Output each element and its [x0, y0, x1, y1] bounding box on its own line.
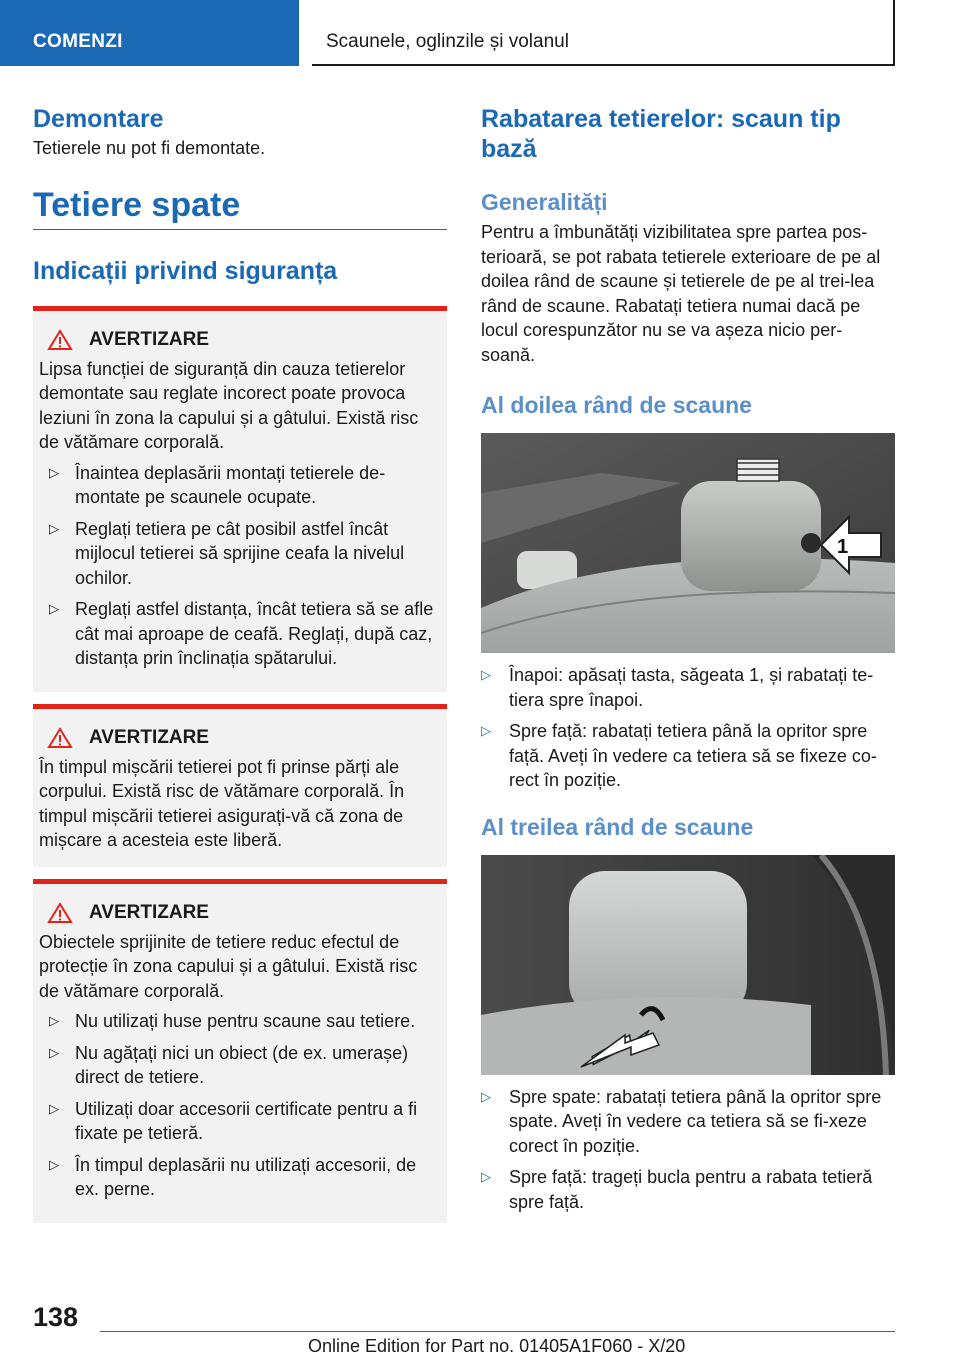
- footer-divider: [100, 1331, 895, 1332]
- triangle-bullet-icon: ▷: [481, 1088, 491, 1104]
- warning-title-2: AVERTIZARE: [39, 727, 435, 749]
- list-item: ▷ Spre spate: rabatați tetiera până la opritor spre spate. Aveți în vedere ca tetiera să se fi-xeze corect în poziție.: [481, 1086, 882, 1156]
- triangle-bullet-icon: ▷: [481, 1169, 491, 1184]
- warning-triangle-icon: [47, 727, 73, 749]
- warning-text-2: În timpul mișcării tetierei pot fi prinse părți ale corpului. Există risc de vătămare corporală. În timpul mișcării tetierei asigurați-vă că zona de mișcare a acesteia este liberă.: [39, 756, 405, 850]
- rear-headrests-heading: Tetiere spate: [33, 185, 241, 224]
- edition-text: Online Edition for Part no. 01405A1F060 - X/20: [308, 1336, 686, 1356]
- list-item: ▷ Utilizați doar accesorii certificate pentru a fi fixate pe tetieră.: [49, 1098, 418, 1143]
- section-tab[interactable]: COMENZI: [0, 0, 299, 66]
- triangle-bullet-icon: ▷: [481, 667, 491, 682]
- general-heading: Generalități: [481, 189, 608, 215]
- chapter-title: Scaunele, oglinzile și volanul: [312, 0, 895, 66]
- warning-list-1: [39, 461, 435, 671]
- warning-triangle-icon: [47, 329, 73, 351]
- triangle-bullet-icon: ▷: [49, 464, 59, 480]
- third-row-heading: Al treilea rând de scaune: [481, 813, 754, 840]
- warning-title-3: AVERTIZARE: [39, 902, 435, 924]
- list-item: ▷ În timpul deplasării nu utilizați accesorii, de ex. perne.: [49, 1154, 417, 1199]
- second-row-heading: Al doilea rând de scaune: [481, 392, 752, 418]
- triangle-bullet-icon: ▷: [49, 1156, 59, 1172]
- right-column: [481, 66, 895, 1221]
- page-header: [0, 0, 960, 66]
- warning-box-2: [33, 704, 447, 867]
- triangle-bullet-icon: ▷: [49, 1013, 59, 1028]
- list-item: ▷ Înaintea deplasării montați tetierele de-montate pe scaunele ocupate.: [49, 462, 386, 507]
- warning-text-3: Obiectele sprijinite de tetiere reduc efectul de protecție în zona capului și a gâtului. Există risc de vătămare corporală.: [39, 931, 418, 1001]
- third-row-headrest-photo: [481, 855, 895, 1075]
- list-item: ▷ Reglați astfel distanța, încât tetiera să se afle cât mai aproape de ceafă. Reglați, după caz, distanța prin înclinația spătarului.: [49, 599, 434, 668]
- warning-triangle-icon: [47, 902, 73, 924]
- warning-list-3: [39, 1009, 435, 1202]
- list-item: ▷ Înapoi: apăsați tasta, săgeata 1, și rabatați te-tiera spre înapoi.: [481, 665, 874, 710]
- warning-text-1: Lipsa funcției de siguranță din cauza tetierelor demontate sau reglate incorect poate provoca leziuni în zona la capului și a gâtului. Există risc de vătămare corporală.: [39, 358, 419, 452]
- page-number: 138: [33, 1302, 79, 1332]
- left-column: [33, 66, 447, 1223]
- third-row-list: [481, 1085, 895, 1215]
- warning-box-1: [33, 306, 447, 692]
- rear-headrests-heading-wrap: [33, 185, 447, 230]
- triangle-bullet-icon: ▷: [49, 1100, 59, 1116]
- list-item: ▷ Spre față: trageți bucla pentru a rabata tetieră spre față.: [481, 1167, 873, 1212]
- triangle-bullet-icon: ▷: [481, 723, 491, 738]
- second-row-list: [481, 663, 895, 793]
- fold-heading: Rabatarea tetierelor: scaun tip bază: [481, 105, 841, 163]
- general-text: Pentru a îmbunătăți vizibilitatea spre partea pos-terioară, se pot rabata tetierele exterioare de pe al doilea rând de scaune și tetierele de pe al trei-lea rând de scaune. Rabatați tetiera numai dacă pe locul corespunzător nu se va așeza nicio per-soană.: [481, 222, 881, 365]
- removal-heading: Demontare: [33, 105, 164, 133]
- warning-title-1: AVERTIZARE: [39, 329, 435, 351]
- removal-text: Tetierele nu pot fi demontate.: [33, 138, 266, 158]
- list-item: ▷ Nu utilizați huse pentru scaune sau tetiere.: [39, 1009, 435, 1034]
- list-item: ▷ Nu agățați nici un obiect (de ex. umerașe) direct de tetiere.: [49, 1042, 409, 1087]
- triangle-bullet-icon: ▷: [49, 1044, 59, 1060]
- triangle-bullet-icon: ▷: [49, 601, 59, 616]
- triangle-bullet-icon: ▷: [49, 520, 59, 536]
- callout-1: 1: [837, 536, 849, 558]
- list-item: ▷ Spre față: rabatați tetiera până la opritor spre față. Aveți în vedere ca tetiera să se fixeze co-rect în poziție.: [481, 721, 877, 790]
- warning-box-3: [33, 879, 447, 1223]
- second-row-headrest-photo: [481, 433, 895, 653]
- safety-heading: Indicații privind siguranța: [33, 256, 338, 285]
- list-item: ▷ Reglați tetiera pe cât posibil astfel încât mijlocul tetierei să sprijine ceafa la nivelul ochilor.: [49, 518, 405, 588]
